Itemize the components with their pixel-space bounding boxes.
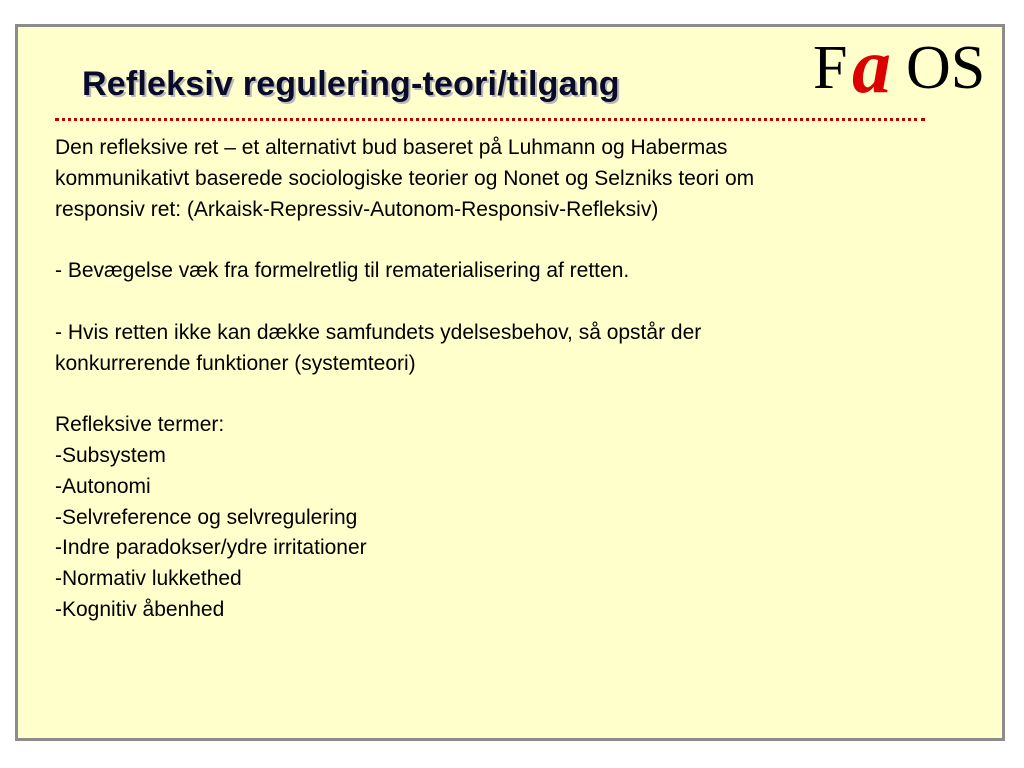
term-item: -Indre paradokser/ydre irritationer [55, 536, 367, 560]
term-item: -Subsystem [55, 443, 166, 467]
spacer [55, 225, 955, 256]
slide-body [55, 133, 955, 626]
point-movement: - Bevægelse væk fra formelretlig til rematerialisering af retten. [55, 259, 630, 283]
point-needs-line: konkurrerende funktioner (systemteori) [55, 351, 416, 375]
logo-letter-a: a [852, 22, 891, 109]
term-item: -Selvreference og selvregulering [55, 505, 358, 529]
term-item: -Normativ lukkethed [55, 567, 242, 591]
title-divider [55, 118, 925, 121]
logo-letter-f: F [813, 34, 848, 102]
intro-line: kommunikativt baserede sociologiske teorier og Nonet og Selzniks teori om [55, 166, 755, 190]
logo-letters-os: OS [906, 34, 986, 102]
faos-logo [808, 22, 1003, 109]
term-item: -Kognitiv åbenhed [55, 597, 225, 621]
point-needs-line: - Hvis retten ikke kan dække samfundets ydelsesbehov, så opstår der [55, 320, 702, 344]
terms-heading: Refleksive termer: [55, 413, 225, 437]
spacer [55, 287, 955, 318]
intro-line: Den refleksive ret – et alternativt bud baseret på Luhmann og Habermas [55, 136, 728, 159]
intro-line: responsiv ret: (Arkaisk-Repressiv-Autonom-Responsiv-Refleksiv) [55, 197, 659, 221]
term-item: -Autonomi [55, 474, 151, 498]
slide-title: Refleksiv regulering-teori/tilgang [82, 65, 620, 103]
slide-frame [15, 24, 1005, 741]
spacer [55, 379, 955, 410]
